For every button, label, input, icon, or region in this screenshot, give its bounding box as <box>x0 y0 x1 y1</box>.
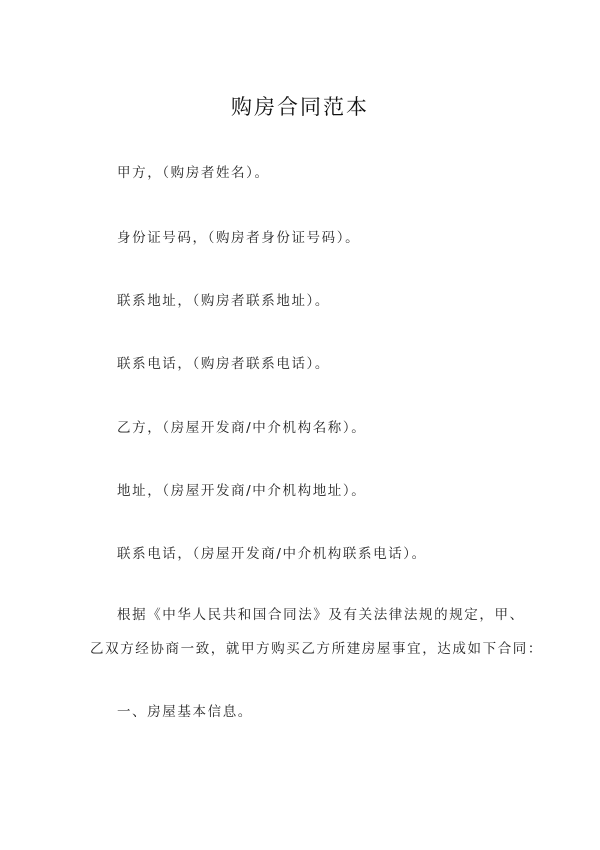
party-a-line: 甲方，（购房者姓名）。 <box>117 165 270 181</box>
preamble-line-2: 乙双方经协商一致，就甲方购买乙方所建房屋事宜，达成如下合同： <box>90 641 543 657</box>
page-title: 购房合同范本 <box>231 95 369 119</box>
party-b-address-line: 地址，（房屋开发商/中介机构地址）。 <box>117 483 367 499</box>
preamble-line-1: 根据《中华人民共和国合同法》及有关法律法规的规定，甲、 <box>117 607 525 623</box>
party-a-phone-line: 联系电话，（购房者联系电话）。 <box>117 356 330 372</box>
id-number-line: 身份证号码，（购房者身份证号码）。 <box>117 230 361 246</box>
party-a-address-line: 联系地址，（购房者联系地址）。 <box>117 293 330 309</box>
party-b-line: 乙方，（房屋开发商/中介机构名称）。 <box>117 420 367 436</box>
section-heading: 一、房屋基本信息。 <box>117 704 253 720</box>
party-b-phone-line: 联系电话，（房屋开发商/中介机构联系电话）。 <box>117 546 427 562</box>
